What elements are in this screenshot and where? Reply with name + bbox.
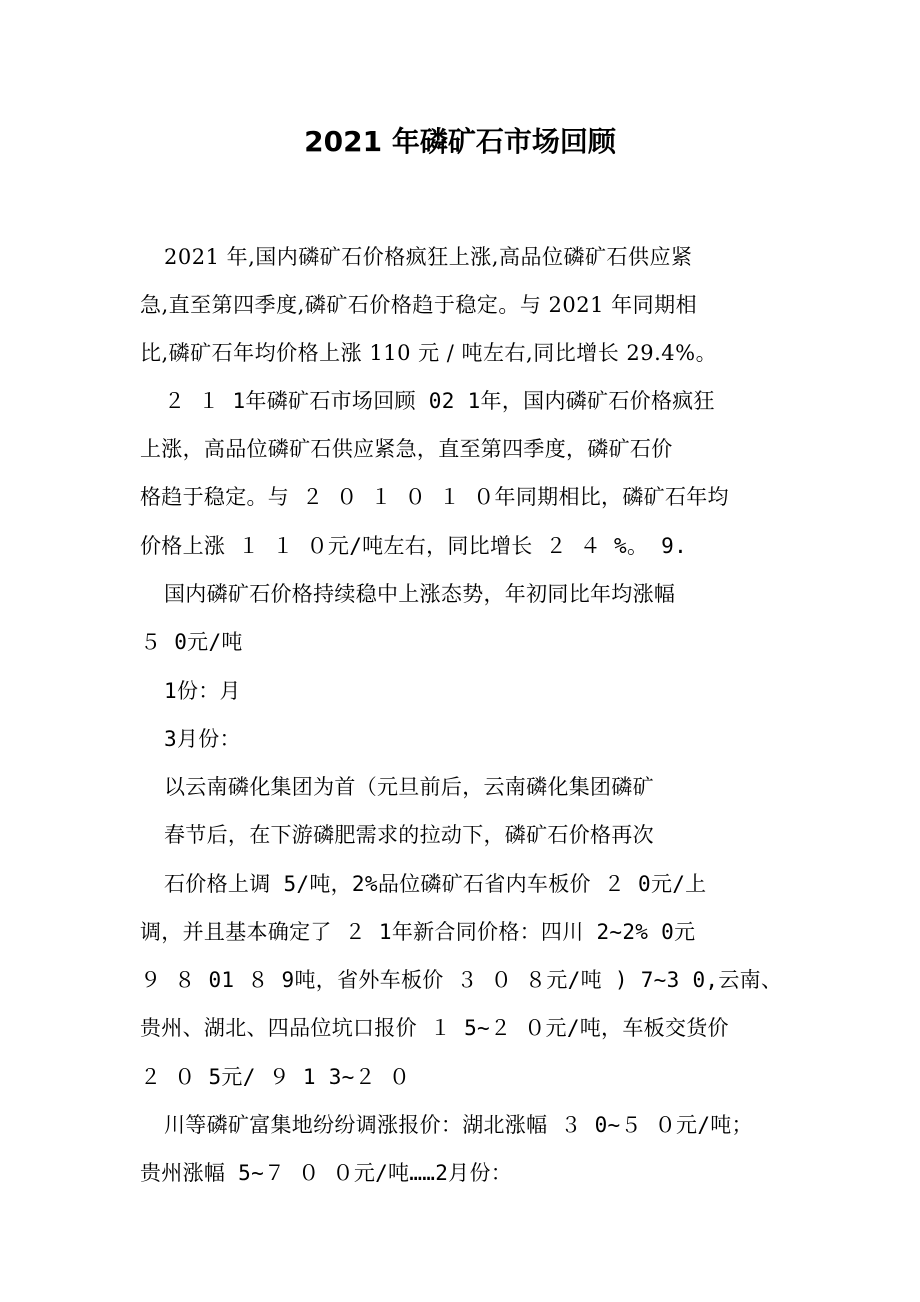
paragraph-line: 石价格上调 5/吨，2%品位磷矿石省内车板价 ２ 0元/上 [164,872,707,896]
paragraph-line: 价格上涨 １ １ ０元/吨左右，同比增长 ２ ４ %。 9. [140,534,688,558]
paragraph-line: 上涨，高品位磷矿石供应紧急，直至第四季度，磷矿石价 [140,437,673,461]
paragraph-line: 春节后，在下游磷肥需求的拉动下，磷矿石价格再次 [164,823,654,847]
paragraph-line: 急,直至第四季度,磷矿石价格趋于稳定。与 2021 年同期相 [140,293,698,317]
paragraph-line: 川等磷矿富集地纷纷调涨报价：湖北涨幅 ３ 0~５ ０元/吨； [164,1113,753,1137]
paragraph-line: 调，并且基本确定了 ２ 1年新合同价格：四川 2~2% 0元 [140,920,696,944]
paragraph-line: 贵州涨幅 5~７ ０ ０元/吨……2月份： [140,1161,513,1185]
paragraph-line: ９ ８ 01 ８ 9吨，省外车板价 ３ ０ ８元/吨 ) 7~3 0,云南、 [140,968,783,992]
paragraph-line: 贵州、湖北、四品位坑口报价 １ 5~２ ０元/吨，车板交货价 [140,1016,729,1040]
paragraph-line: 格趋于稳定。与 ２ ０ １ ０ １ ０年同期相比，磷矿石年均 [140,485,729,509]
paragraph-line: ２ ０ 5元/ ９ 1 3~２ ０ [140,1065,411,1089]
paragraph-line: ２ １ 1年磷矿石市场回顾 02 1年，国内磷矿石价格疯狂 [164,389,715,413]
document-title: 2021 年磷矿石市场回顾 [304,125,616,158]
paragraph-line: 2021 年,国内磷矿石价格疯狂上涨,高品位磷矿石供应紧 [164,245,693,269]
paragraph-line: 国内磷矿石价格持续稳中上涨态势，年初同比年均涨幅 [164,582,676,606]
paragraph-line: 3月份： [164,727,241,751]
paragraph-line: 以云南磷化集团为首（元旦前后，云南磷化集团磷矿 [164,775,654,799]
paragraph-line: 1份：月 [164,679,241,703]
paragraph-line: ５ 0元/吨 [140,630,243,654]
paragraph-line: 比,磷矿石年均价格上涨 110 元 / 吨左右,同比增长 29.4%。 [140,341,718,365]
